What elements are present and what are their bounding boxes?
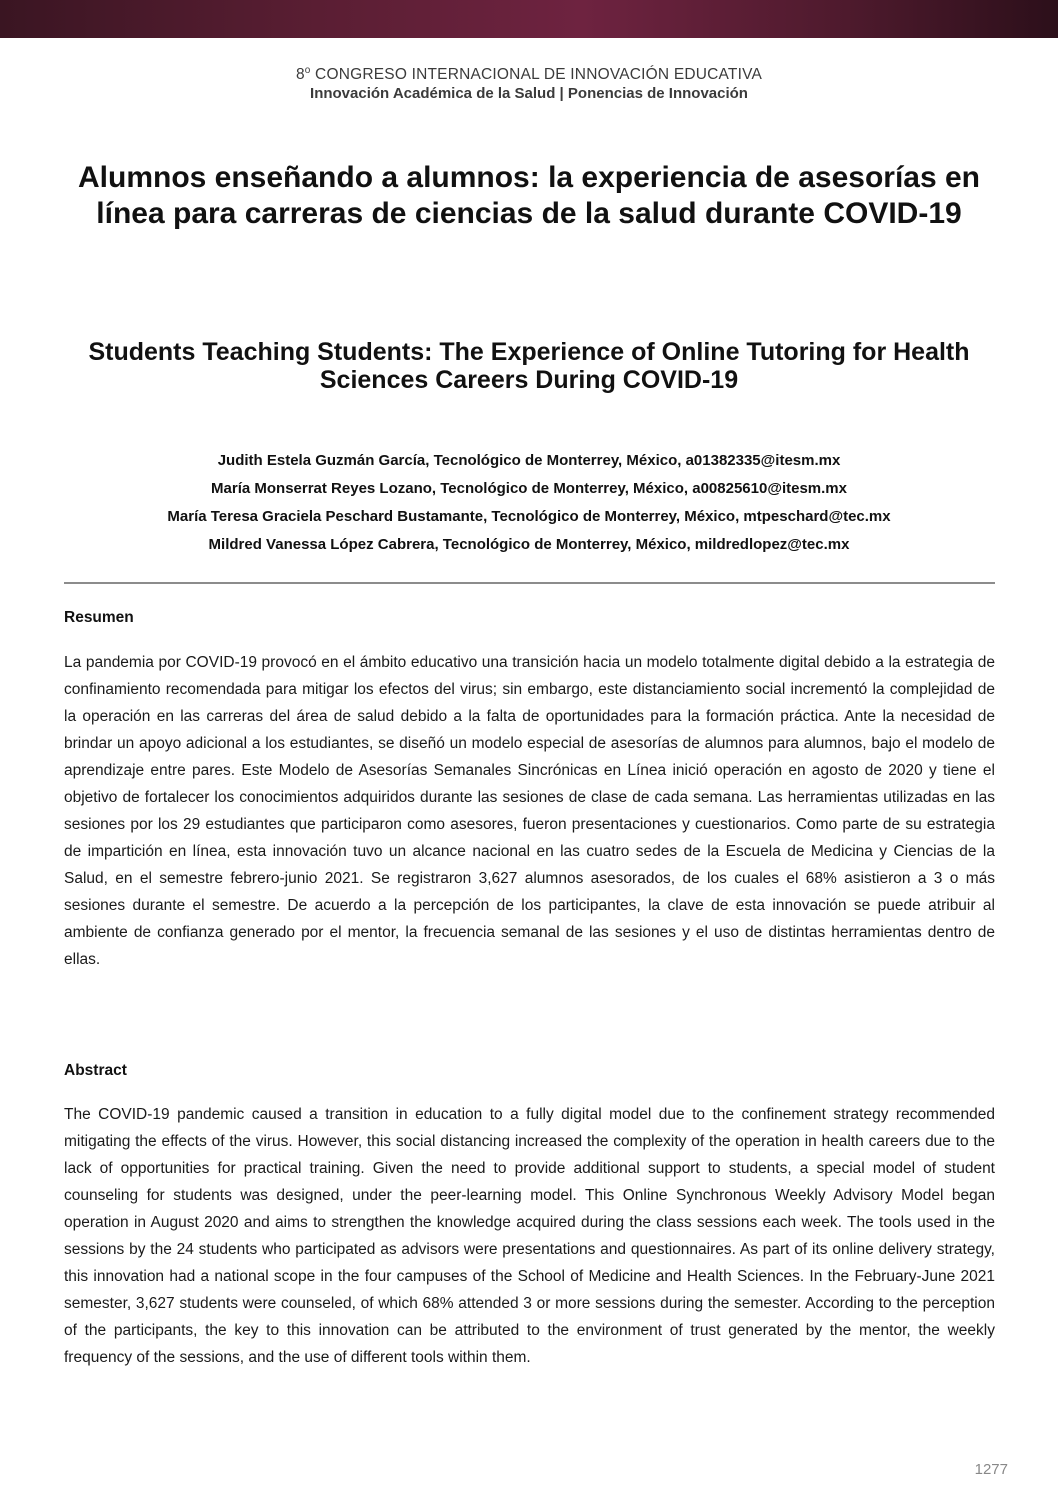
author-list	[40, 451, 1018, 563]
paper-title-spanish: Alumnos enseñando a alumnos: la experiencia de asesorías en línea para carreras de ciencias de la salud durante COVID-19	[78, 161, 980, 230]
author-line: María Monserrat Reyes Lozano, Tecnológico de Monterrey, México, a00825610@itesm.mx	[211, 480, 847, 497]
resumen-heading: Resumen	[64, 609, 134, 626]
conference-header	[0, 66, 1058, 104]
page-number: 1277	[974, 1461, 1008, 1478]
abstract-heading: Abstract	[64, 1062, 127, 1079]
author-line: María Teresa Graciela Peschard Bustamante, Tecnológico de Monterrey, México, mtpeschard@tec.mx	[167, 508, 891, 525]
conference-number: 8	[295, 66, 305, 83]
conference-name	[0, 66, 1058, 84]
author-line: Judith Estela Guzmán García, Tecnológico de Monterrey, México, a01382335@itesm.mx	[217, 452, 841, 469]
resumen-paragraph: La pandemia por COVID-19 provocó en el ámbito educativo una transición hacia un modelo totalmente digital debido a la estrategia de confinamiento recomendada para mitigar los efectos del virus; sin embargo, este distanciamiento social incrementó la complejidad de la operación en las carreras del área de salud debido a la falta de oportunidades para la formación práctica. Ante la necesidad de brindar un apoyo adicional a los estudiantes, se diseñó un modelo especial de asesorías de alumnos para alumnos, bajo el modelo de aprendizaje entre pares. Este Modelo de Asesorías Semanales Sincrónicas en Línea inició operación en agosto de 2020 y tiene el objetivo de fortalecer los conocimientos adquiridos durante las sesiones de clase de cada semana. Las herramientas utilizadas en las sesiones por los 29 estudiantes que participaron como asesores, fueron presentaciones y cuestionarios. Como parte de su estrategia de impartición en línea, esta innovación tuvo un alcance nacional en las cuatro sedes de la Escuela de Medicina y Ciencias de la Salud, en el semestre febrero-junio 2021. Se registraron 3,627 alumnos asesorados, de los cuales el 68% asistieron a 3 o más sesiones durante el semestre. De acuerdo a la percepción de los participantes, la clave de esta innovación se puede atribuir al ambiente de confianza generado por el mentor, la frecuencia semanal de las sesiones y el uso de distintas herramientas dentro de ellas.	[64, 654, 995, 968]
conference-subtitle: Innovación Académica de la Salud | Ponencias de Innovación	[310, 85, 748, 102]
author-line: Mildred Vanessa López Cabrera, Tecnológico de Monterrey, México, mildredlopez@tec.mx	[208, 536, 850, 553]
header-band	[0, 0, 1058, 38]
paper-title-english: Students Teaching Students: The Experience of Online Tutoring for Health Sciences Careers During COVID-19	[88, 338, 970, 394]
section-divider	[64, 582, 995, 584]
conference-title: CONGRESO INTERNACIONAL DE INNOVACIÓN EDUCATIVA	[310, 66, 763, 83]
conference-ordinal: o	[304, 64, 311, 76]
abstract-paragraph: The COVID-19 pandemic caused a transition in education to a fully digital model due to the confinement strategy recommended mitigating the effects of the virus. However, this social distancing increased the complexity of the operation in health careers due to the lack of opportunities for practical training. Given the need to provide additional support to students, a special model of student counseling for students was designed, under the peer-learning model. This Online Synchronous Weekly Advisory Model began operation in August 2020 and aims to strengthen the knowledge acquired during the class sessions each week. The tools used in the sessions by the 24 students who participated as advisors were presentations and questionnaires. As part of its online delivery strategy, this innovation had a national scope in the four campuses of the School of Medicine and Health Sciences. In the February-June 2021 semester, 3,627 students were counseled, of which 68% attended 3 or more sessions during the semester. According to the perception of the participants, the key to this innovation can be attributed to the environment of trust generated by the mentor, the weekly frequency of the sessions, and the use of different tools within them.	[64, 1106, 995, 1366]
